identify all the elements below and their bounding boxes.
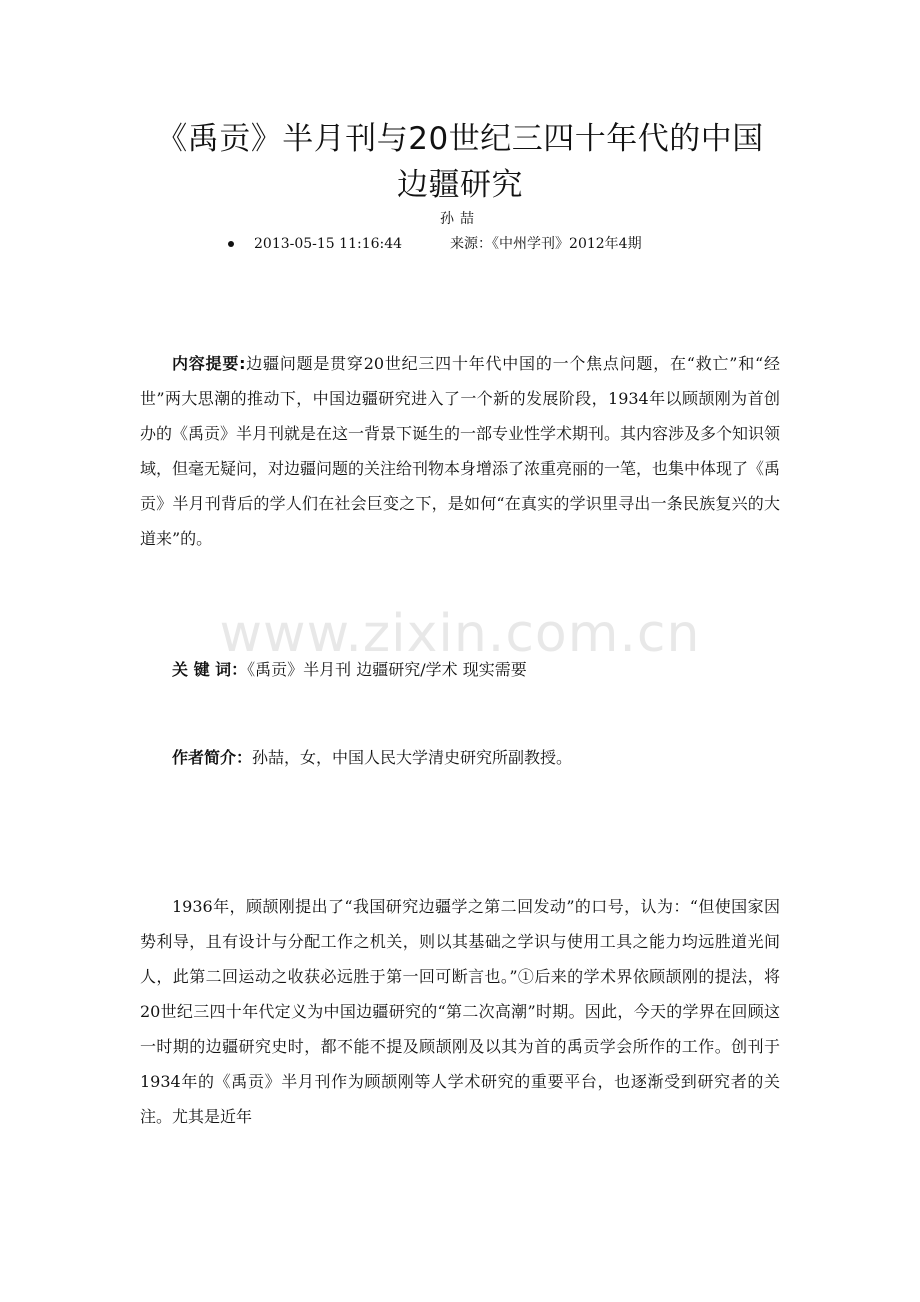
article-meta	[228, 234, 642, 254]
bullet-icon	[228, 241, 234, 247]
author-bio-label: 作者简介：	[172, 748, 253, 767]
article-title-line-1: 《禹贡》半月刊与20世纪三四十年代的中国	[156, 121, 764, 157]
abstract-text: 边疆问题是贯穿20世纪三四十年代中国的一个焦点问题，在“救亡”和“经世”两大思潮的推动下，中国边疆研究进入了一个新的发展阶段，1934年以顾颉刚为首创办的《禹贡》半月刊就是在这一背景下诞生的一部专业性学术期刊。其内容涉及多个知识领域，但毫无疑问，对边疆问题的关注给刊物本身增添了浓重亮丽的一笔，也集中体现了《禹贡》半月刊背后的学人们在社会巨变之下，是如何“在真实的学识里寻出一条民族复兴的大道来”的。	[140, 354, 781, 548]
abstract-label: 内容提要:	[172, 354, 246, 373]
body-paragraph-1: 1936年，顾颉刚提出了“我国研究边疆学之第二回发动”的口号，认为：“但使国家因势利导，且有设计与分配工作之机关，则以其基础之学识与使用工具之能力均远胜道光间人，此第二回运动之收获必远胜于第一回可断言也。”①后来的学术界依顾颉刚的提法，将20世纪三四十年代定义为中国边疆研究的“第二次高潮”时期。因此，今天的学界在回顾这一时期的边疆研究史时，都不能不提及顾颉刚及以其为首的禹贡学会所作的工作。创刊于1934年的《禹贡》半月刊作为顾颉刚等人学术研究的重要平台，也逐渐受到研究者的关注。尤其是近年	[140, 897, 780, 1126]
article-title-line-2: 边疆研究	[397, 167, 523, 203]
abstract-paragraph	[140, 346, 780, 556]
author-bio-paragraph	[140, 740, 780, 775]
keywords-label: 关 键 词：	[172, 660, 248, 679]
article-source: 来源：《中州学刊》2012年4期	[450, 236, 642, 252]
watermark: www.zixin.com.cn	[219, 604, 701, 664]
article-author: 孙喆	[440, 211, 480, 227]
article-date: 2013-05-15 11:16:44	[254, 236, 403, 252]
keywords-paragraph	[140, 652, 780, 687]
keywords-text: 《禹贡》半月刊 边疆研究/学术 现实需要	[247, 660, 527, 679]
author-bio-text: 孙喆，女，中国人民大学清史研究所副教授。	[252, 748, 573, 767]
